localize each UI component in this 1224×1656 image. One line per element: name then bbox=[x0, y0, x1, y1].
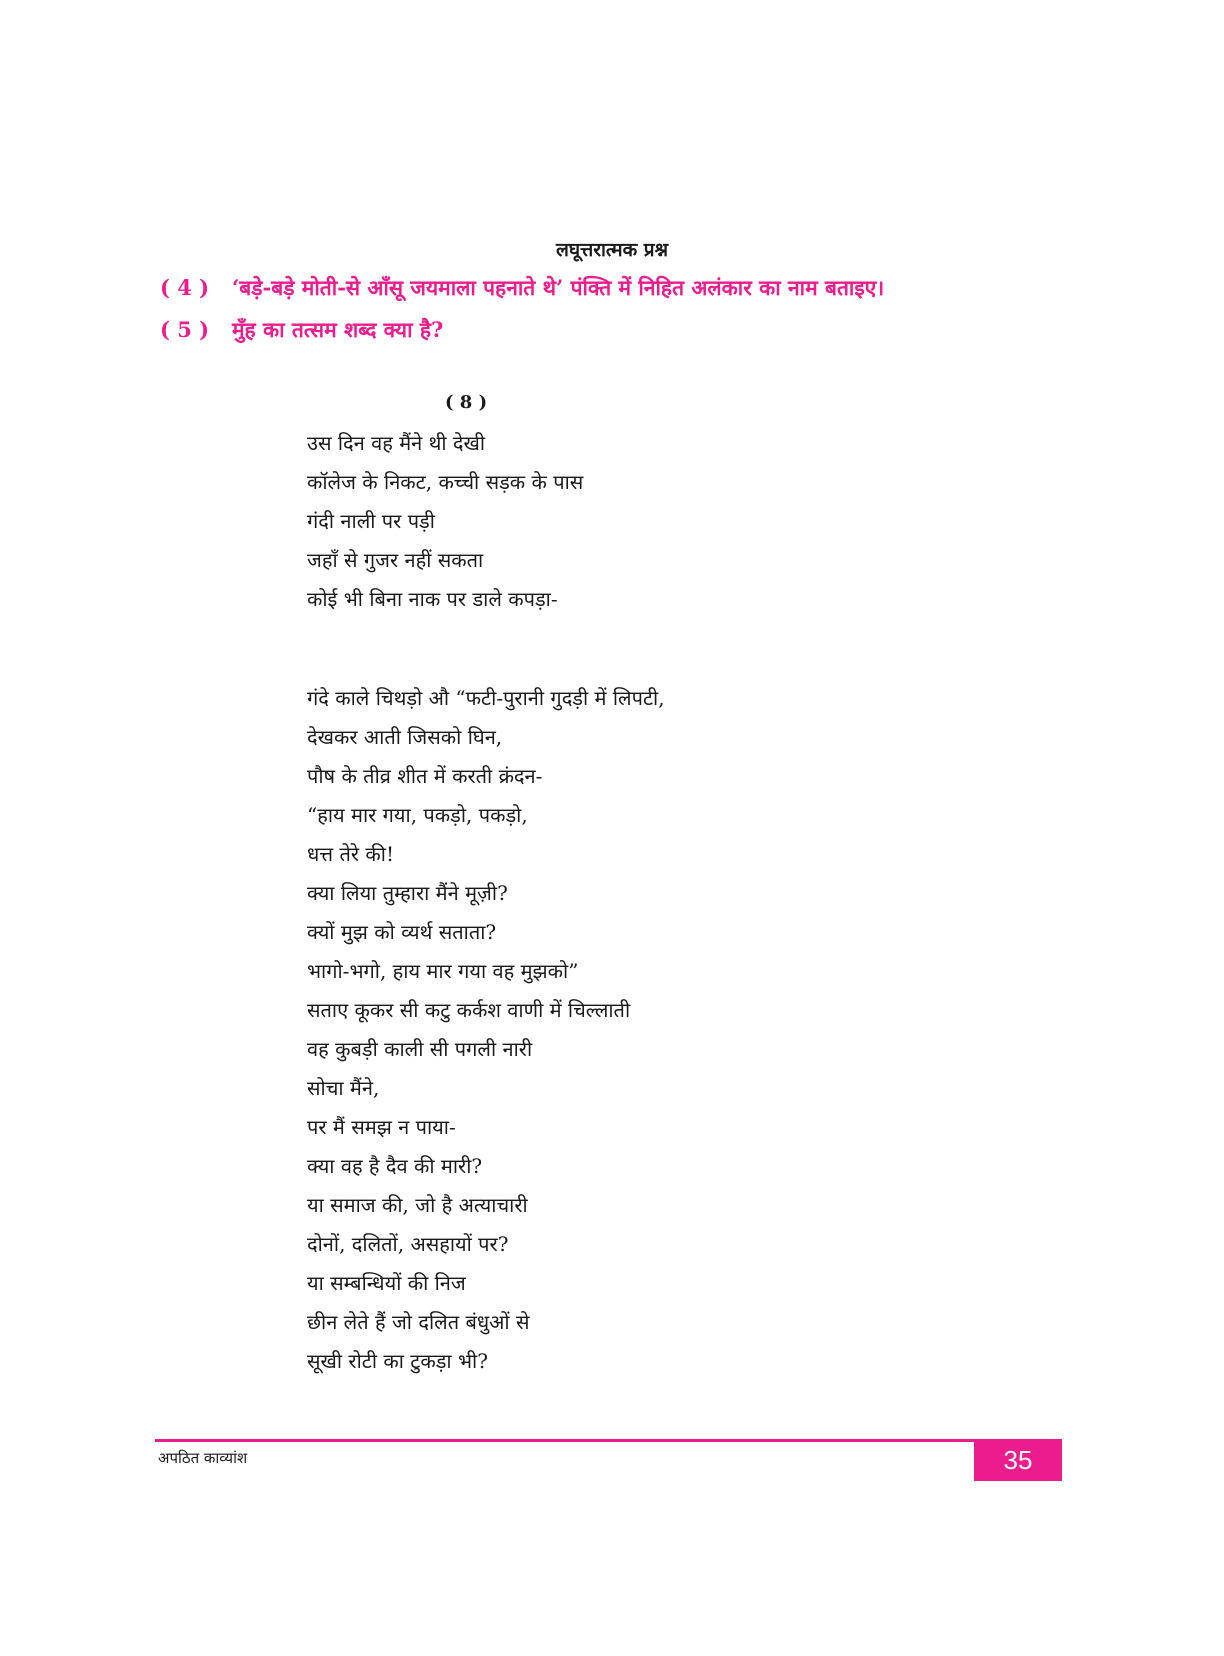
poem-line: क्या वह है दैव की मारी? bbox=[307, 1154, 483, 1178]
footer-divider bbox=[155, 1439, 974, 1442]
poem-line: उस दिन वह मैंने थी देखी bbox=[307, 431, 486, 455]
poem-body bbox=[307, 424, 665, 1381]
poem-line: दोनों, दलितों, असहायों पर? bbox=[307, 1232, 509, 1256]
poem-line: छीन लेते हैं जो दलित बंधुओं से bbox=[307, 1310, 530, 1334]
poem-line: कोई भी बिना नाक पर डाले कपड़ा- bbox=[307, 587, 558, 611]
poem-line: धत्त तेरे की! bbox=[307, 842, 394, 866]
question-text: ‘बड़े-बड़े मोती-से आँसू जयमाला पहनाते थे’ पंक्ति में निहित अलंकार का नाम बताइए। bbox=[232, 275, 885, 300]
poem-line: गंदे काले चिथड़ो औ “फटी-पुरानी गुदड़ी में लिपटी, bbox=[307, 686, 665, 710]
poem-line: या सम्बन्धियों की निज bbox=[307, 1271, 466, 1295]
poem-line: देखकर आती जिसको घिन, bbox=[307, 725, 503, 749]
poem-line: “हाय मार गया, पकड़ो, पकड़ो, bbox=[307, 803, 528, 827]
question-number: ( 4 ) bbox=[160, 275, 210, 300]
poem-line: भागो-भगो, हाय मार गया वह मुझको” bbox=[307, 959, 579, 983]
poem-line: पौष के तीव्र शीत में करती क्रंदन- bbox=[307, 764, 543, 788]
footer-chapter-label: अपठित काव्यांश bbox=[158, 1449, 248, 1467]
stanza-break bbox=[307, 619, 665, 679]
question-5 bbox=[160, 316, 443, 344]
poem-line: क्यों मुझ को व्यर्थ सताता? bbox=[307, 920, 497, 944]
poem-line: सूखी रोटी का टुकड़ा भी? bbox=[307, 1349, 488, 1373]
poem-line: जहाँ से गुजर नहीं सकता bbox=[307, 548, 484, 572]
question-number: ( 5 ) bbox=[160, 317, 210, 342]
page-number: 35 bbox=[974, 1439, 1062, 1481]
poem-line: वह कुबड़ी काली सी पगली नारी bbox=[307, 1037, 533, 1061]
poem-line: सताए कूकर सी कटु कर्कश वाणी में चिल्लाती bbox=[307, 998, 631, 1022]
poem-line: गंदी नाली पर पड़ी bbox=[307, 509, 435, 533]
question-4 bbox=[160, 274, 884, 302]
section-heading: लघूत्तरात्मक प्रश्न bbox=[555, 239, 669, 261]
poem-line: या समाज की, जो है अत्याचारी bbox=[307, 1193, 528, 1217]
poem-line: कॉलेज के निकट, कच्ची सड़क के पास bbox=[307, 470, 584, 494]
poem-line: पर मैं समझ न पाया- bbox=[307, 1115, 456, 1139]
poem-number: ( 8 ) bbox=[445, 392, 488, 413]
question-text: मुँह का तत्सम शब्द क्या है? bbox=[232, 317, 444, 342]
poem-line: सोचा मैंने, bbox=[307, 1076, 380, 1100]
poem-line: क्या लिया तुम्हारा मैंने मूज़ी? bbox=[307, 881, 508, 905]
